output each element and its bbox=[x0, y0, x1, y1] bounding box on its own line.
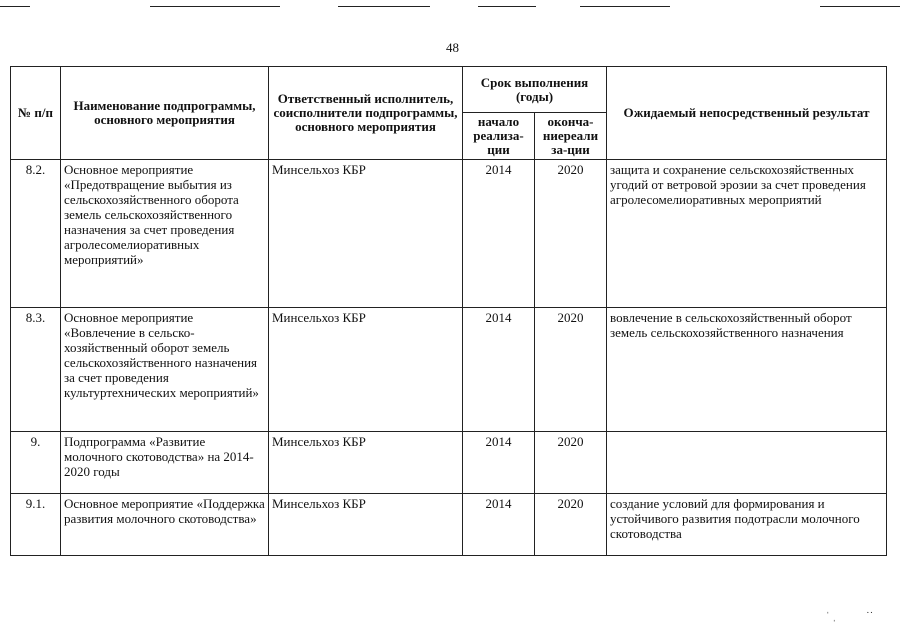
row-start: 2014 bbox=[463, 432, 535, 494]
row-responsible: Минсельхоз КБР bbox=[269, 494, 463, 556]
row-result: защита и сохранение сельскохозяйственных угодий от ветровой эрозии за счет проведения агролесомелиоративных мероприятий bbox=[607, 160, 887, 308]
row-name: Основное мероприятие «Поддержка развития молочного скотоводства» bbox=[61, 494, 269, 556]
table-row bbox=[11, 160, 887, 308]
header-term: Срок выполнения (годы) bbox=[463, 67, 607, 113]
row-num: 8.3. bbox=[11, 308, 61, 432]
scan-mark: ˙˙ bbox=[866, 610, 874, 622]
header-row bbox=[11, 67, 887, 113]
row-num: 9. bbox=[11, 432, 61, 494]
row-name: Основное мероприятие «Предотвращение выбытия из сельскохозяйственного оборота земель сельскохозяйственного назначения за счет проведения агролесомелиоративных мероприятий» bbox=[61, 160, 269, 308]
row-num: 9.1. bbox=[11, 494, 61, 556]
scan-line bbox=[150, 6, 280, 7]
scan-line bbox=[820, 6, 900, 7]
scan-line bbox=[338, 6, 430, 7]
row-result: вовлечение в сельскохозяйственный оборот земель сельскохозяйственного назначения bbox=[607, 308, 887, 432]
header-start: начало реализа-ции bbox=[463, 113, 535, 160]
table-row bbox=[11, 494, 887, 556]
header-end: оконча-ниереали за-ции bbox=[535, 113, 607, 160]
row-responsible: Минсельхоз КБР bbox=[269, 308, 463, 432]
table-row bbox=[11, 432, 887, 494]
scan-line bbox=[580, 6, 670, 7]
row-result: создание условий для формирования и устойчивого развития подотрасли молочного скотоводства bbox=[607, 494, 887, 556]
scan-line bbox=[478, 6, 536, 7]
table-row bbox=[11, 308, 887, 432]
row-start: 2014 bbox=[463, 160, 535, 308]
row-responsible: Минсельхоз КБР bbox=[269, 432, 463, 494]
row-end: 2020 bbox=[535, 308, 607, 432]
row-end: 2020 bbox=[535, 494, 607, 556]
program-table bbox=[10, 66, 887, 556]
header-result: Ожидаемый непосредственный результат bbox=[607, 67, 887, 160]
row-start: 2014 bbox=[463, 494, 535, 556]
page-number: 48 bbox=[446, 40, 459, 55]
row-name: Подпрограмма «Развитие молочного скотоводства» на 2014-2020 годы bbox=[61, 432, 269, 494]
row-num: 8.2. bbox=[11, 160, 61, 308]
header-responsible: Ответственный исполнитель, соисполнители подпрограммы, основного мероприятия bbox=[269, 67, 463, 160]
row-end: 2020 bbox=[535, 160, 607, 308]
row-responsible: Минсельхоз КБР bbox=[269, 160, 463, 308]
row-end: 2020 bbox=[535, 432, 607, 494]
row-result bbox=[607, 432, 887, 494]
row-start: 2014 bbox=[463, 308, 535, 432]
scan-line bbox=[0, 6, 30, 7]
header-num: № п/п bbox=[11, 67, 61, 160]
header-name: Наименование подпрограммы, основного мероприятия bbox=[61, 67, 269, 160]
scan-mark: ˈ ˌ bbox=[826, 610, 837, 622]
row-name: Основное мероприятие «Вовлечение в сельско-хозяйственный оборот земель сельскохозяйственного назначения за счет проведения культуртехнических мероприятий» bbox=[61, 308, 269, 432]
